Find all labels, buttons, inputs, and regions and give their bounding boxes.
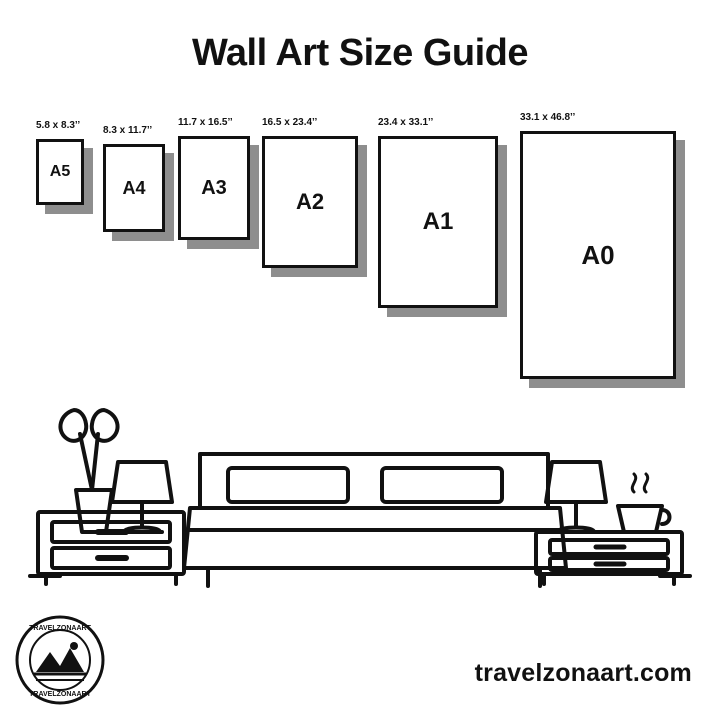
frame-size-label: A1 [422,208,454,235]
frame-box[interactable] [178,136,250,240]
page-title: Wall Art Size Guide [191,32,529,74]
bedroom-scene [0,380,720,610]
pillow-left [228,468,348,502]
frame-box[interactable] [103,144,165,232]
logo-badge-icon [14,614,106,706]
website-url[interactable]: travelzonaart.com [474,659,692,687]
frame-box[interactable] [378,136,498,308]
mattress [184,508,566,568]
logo-text-bottom: TRAVELZONAART [29,691,91,698]
right-table-lamp [546,462,606,532]
left-nightstand [38,512,184,584]
bed [184,454,566,586]
frame-dimension-label: 23.4 x 33.1’’ [378,117,434,128]
coffee-cup [618,474,670,532]
brand-logo [14,614,106,706]
frame-box[interactable] [520,131,676,379]
frame-dimension-label: 8.3 x 11.7’’ [103,125,153,136]
frame-dimension-label: 11.7 x 16.5’’ [178,117,233,128]
pillow-right [382,468,502,502]
logo-text-top: TRAVELZONAART [29,625,91,632]
frame-size-label: A5 [49,163,71,180]
frame-size-label: A2 [295,189,325,214]
frame-box[interactable] [36,139,84,205]
bedroom-illustration [0,380,720,610]
frame-box[interactable] [262,136,358,268]
frame-dimension-label: 16.5 x 23.4’’ [262,117,318,128]
frame-size-label: A0 [581,240,615,270]
frame-size-label: A4 [122,178,146,198]
frame-dimension-label: 33.1 x 46.8’’ [520,112,576,123]
frame-size-label: A3 [201,177,227,199]
frame-dimension-label: 5.8 x 8.3’’ [36,120,81,131]
